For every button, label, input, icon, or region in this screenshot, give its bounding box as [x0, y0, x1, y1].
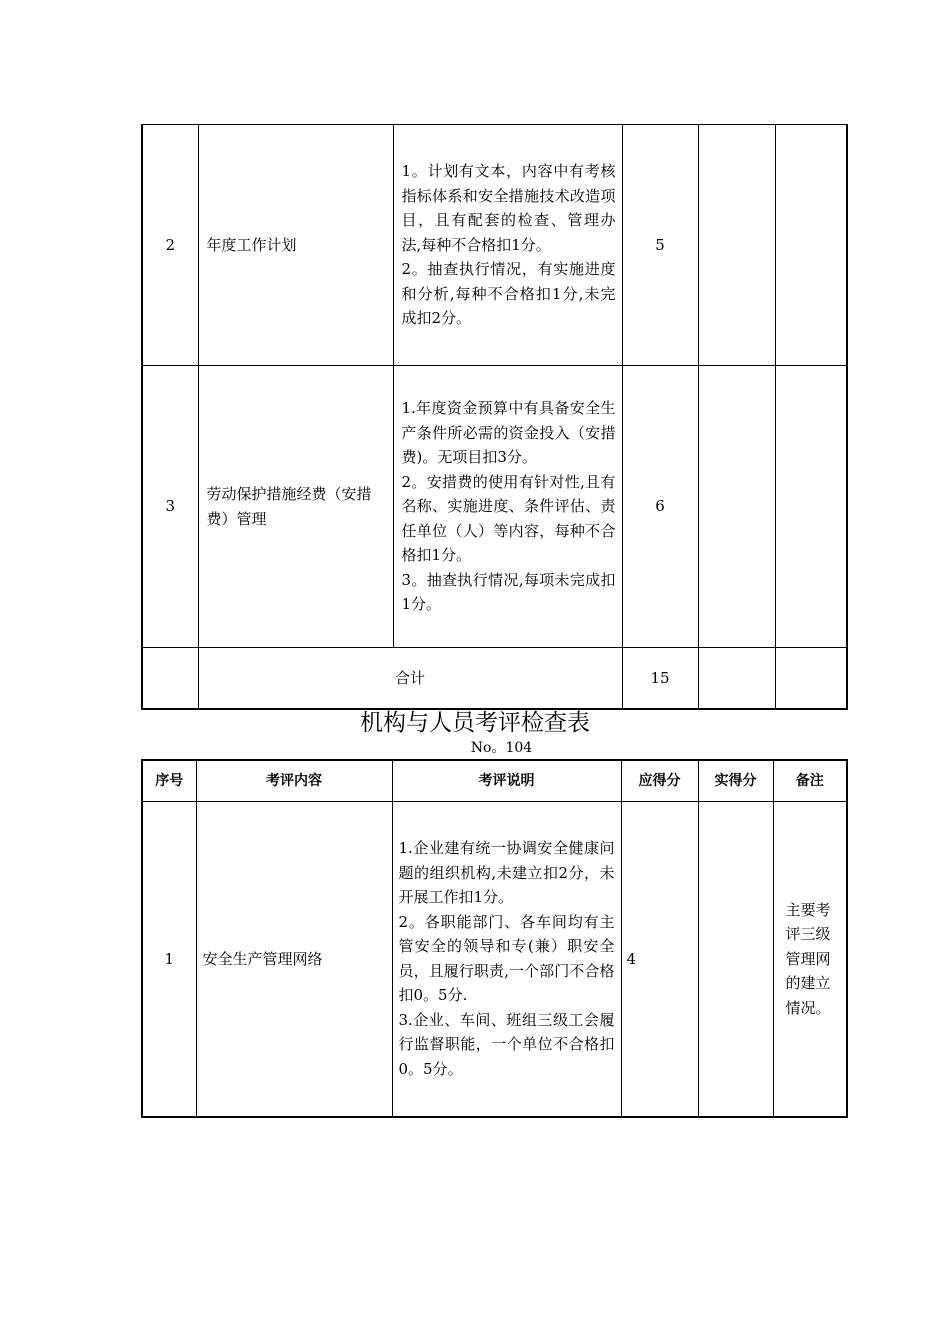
description-item: 1.年度资金预算中有具备安全生产条件所必需的资金投入（安措费)。无项目扣3分。: [401, 399, 616, 467]
actual-score: [698, 801, 773, 1117]
header-remarks: 备注: [773, 760, 847, 801]
description-item: 3.企业、车间、班组三级工会履行监督职能，一个单位不合格扣0。5分。: [398, 1010, 615, 1078]
table-header-row: [142, 760, 847, 801]
actual-score: [698, 648, 775, 709]
evaluation-content: 安全生产管理网络: [196, 801, 392, 1117]
max-score: 5: [622, 125, 698, 366]
remarks: [775, 125, 847, 366]
actual-score: [698, 125, 775, 366]
evaluation-content: 劳动保护措施经费（安措费）管理: [198, 366, 393, 648]
description-item: 3。抽查执行情况,每项未完成扣1分。: [401, 570, 616, 614]
evaluation-description: [393, 366, 622, 648]
remarks: 主要考评三级管理网的建立情况。: [773, 801, 847, 1117]
table-row: [142, 366, 847, 648]
section-title: 机构与人员考评检查表: [360, 710, 590, 736]
header-max-score: 应得分: [621, 760, 698, 801]
description-item: 1。计划有文本，内容中有考核指标体系和安全措施技术改造项目，且有配套的检查、管理办法,每种不合格扣1分。: [401, 162, 616, 254]
total-label: 合计: [198, 648, 622, 709]
max-score: 4: [621, 801, 698, 1117]
header-content: 考评内容: [196, 760, 392, 801]
description-item: 2。各职能部门、各车间均有主管安全的领导和专(兼）职安全员，且履行职责,一个部门不合格扣0。5分.: [398, 912, 615, 1005]
actual-score: [698, 366, 775, 648]
row-number: 1: [142, 801, 196, 1117]
document-number: No。104: [470, 740, 533, 756]
description-item: 2。安措费的使用有针对性,且有名称、实施进度、条件评估、责任单位（人）等内容，每种不合格扣1分。: [401, 472, 616, 565]
description-item: 2。抽查执行情况，有实施进度和分析,每种不合格扣1分,未完成扣2分。: [401, 260, 616, 328]
row-number: 3: [142, 366, 198, 648]
remarks: [775, 366, 847, 648]
table-row: [142, 801, 847, 1117]
table-row: [142, 125, 847, 366]
total-score: 15: [622, 648, 698, 709]
row-number: 2: [142, 125, 198, 366]
evaluation-content: 年度工作计划: [198, 125, 393, 366]
institution-personnel-table: [141, 759, 848, 1118]
row-number: [142, 648, 198, 709]
header-actual-score: 实得分: [698, 760, 773, 801]
evaluation-description: [393, 125, 622, 366]
description-item: 1.企业建有统一协调安全健康问题的组织机构,未建立扣2分，未开展工作扣1分。: [398, 839, 615, 907]
max-score: 6: [622, 366, 698, 648]
header-description: 考评说明: [392, 760, 621, 801]
scoring-table-continued: [141, 124, 848, 710]
evaluation-description: [392, 801, 621, 1117]
total-row: [142, 648, 847, 709]
header-number: 序号: [142, 760, 196, 801]
remarks: [775, 648, 847, 709]
